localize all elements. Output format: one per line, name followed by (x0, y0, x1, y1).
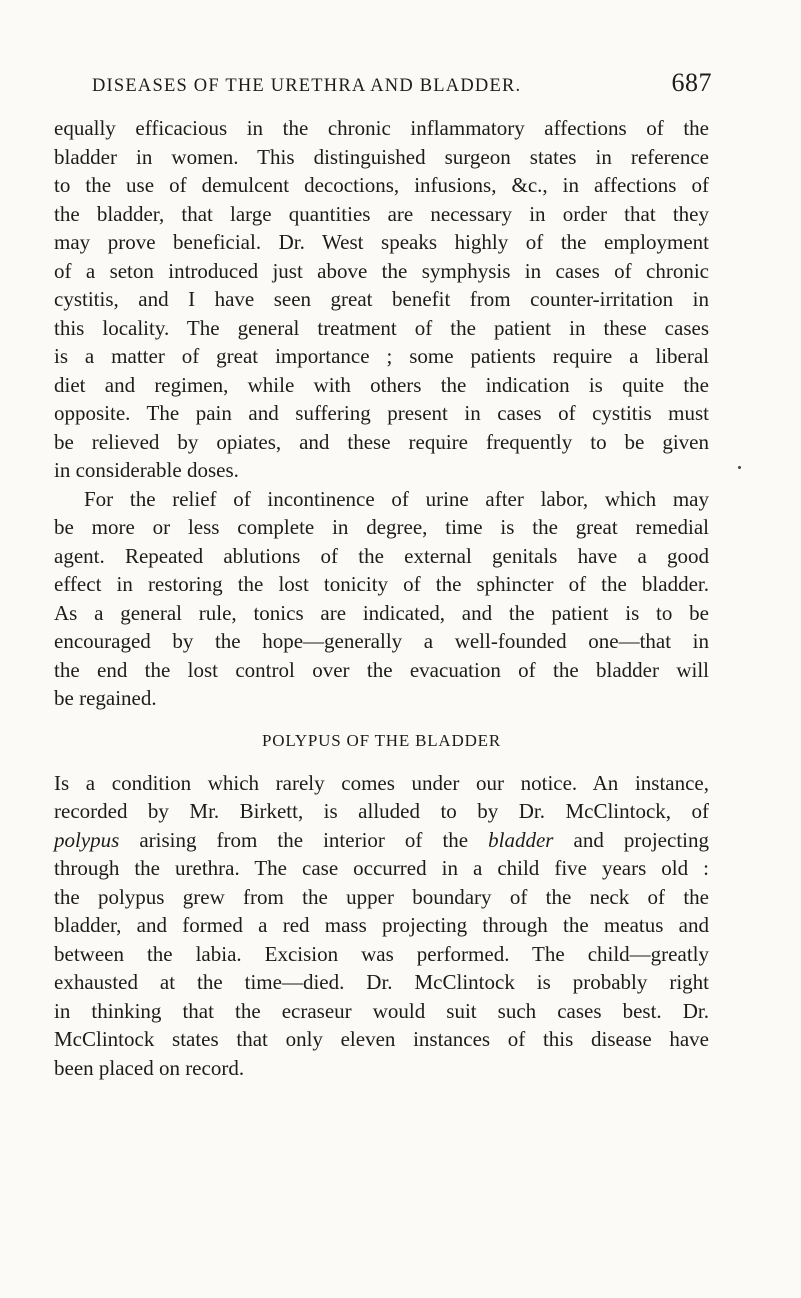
text-line: exhausted at the time—died. Dr. McClintock is probably right (54, 970, 709, 994)
text-line: the end the lost control over the evacuation of the bladder will (54, 657, 709, 682)
body-text (54, 114, 709, 1082)
text-line (54, 826, 709, 855)
text-line: the bladder, that large quantities are necessary in order that they (54, 201, 709, 226)
paragraph-incontinence (54, 485, 709, 713)
text-line: this locality. The general treatment of the patient in these cases (54, 315, 709, 340)
text-line: be relieved by opiates, and these require frequently to be given (54, 429, 709, 454)
text-line: agent. Repeated ablutions of the external genitals have a good (54, 543, 709, 568)
text-run: and projecting (553, 827, 709, 852)
text-line: may prove beneficial. Dr. West speaks highly of the employment (54, 230, 709, 254)
text-line: bladder, and formed a red mass projecting through the meatus and (54, 913, 709, 937)
italic-term: polypus (54, 827, 120, 852)
text-line: For the relief of incontinence of urine after labor, which may (84, 486, 709, 511)
italic-term: bladder (488, 827, 554, 852)
text-run: arising from the interior of the (119, 827, 489, 852)
text-line: be more or less complete in degree, time is the great remedial (54, 515, 709, 539)
text-line: Is a condition which rarely comes under our notice. An instance, (54, 770, 709, 795)
text-line: effect in restoring the lost tonicity of the sphincter of the bladder. (54, 572, 709, 596)
page-number: 687 (671, 68, 712, 97)
text-line: in thinking that the ecraseur would suit such cases best. Dr. (54, 998, 709, 1023)
section-heading: POLYPUS OF THE BLADDER (262, 730, 501, 750)
paragraph-cystitis-treatment (54, 114, 709, 485)
paragraph-polypus (54, 769, 709, 1083)
text-line: between the labia. Excision was performed. The child—greatly (54, 941, 709, 966)
text-line: of a seton introduced just above the symphysis in cases of chronic (54, 258, 709, 283)
text-line: McClintock states that only eleven instances of this disease have (54, 1027, 709, 1051)
text-line: recorded by Mr. Birkett, is alluded to by Dr. McClintock, of (54, 799, 709, 823)
text-line: been placed on record. (54, 1055, 245, 1080)
print-speck (738, 466, 741, 469)
text-line: encouraged by the hope—generally a well-founded one—that in (54, 629, 709, 653)
text-line: As a general rule, tonics are indicated, and the patient is to be (54, 600, 709, 625)
text-line: is a matter of great importance ; some patients require a liberal (54, 344, 709, 368)
text-line: equally efficacious in the chronic inflammatory affections of the (54, 116, 709, 140)
text-line: to the use of demulcent decoctions, infusions, &c., in affections of (54, 173, 709, 197)
text-line: bladder in women. This distinguished surgeon states in reference (54, 144, 709, 169)
text-line: diet and regimen, while with others the indication is quite the (54, 372, 709, 397)
text-line: be regained. (54, 686, 157, 710)
text-line: in considerable doses. (54, 458, 239, 482)
text-line: opposite. The pain and suffering present in cases of cystitis must (54, 401, 709, 425)
running-head (92, 68, 712, 102)
text-line: cystitis, and I have seen great benefit from counter-irritation in (54, 287, 709, 311)
running-title: DISEASES OF THE URETHRA AND BLADDER. (92, 76, 522, 96)
text-line: through the urethra. The case occurred in a child five years old : (54, 856, 709, 880)
text-line: the polypus grew from the upper boundary of the neck of the (54, 884, 709, 909)
